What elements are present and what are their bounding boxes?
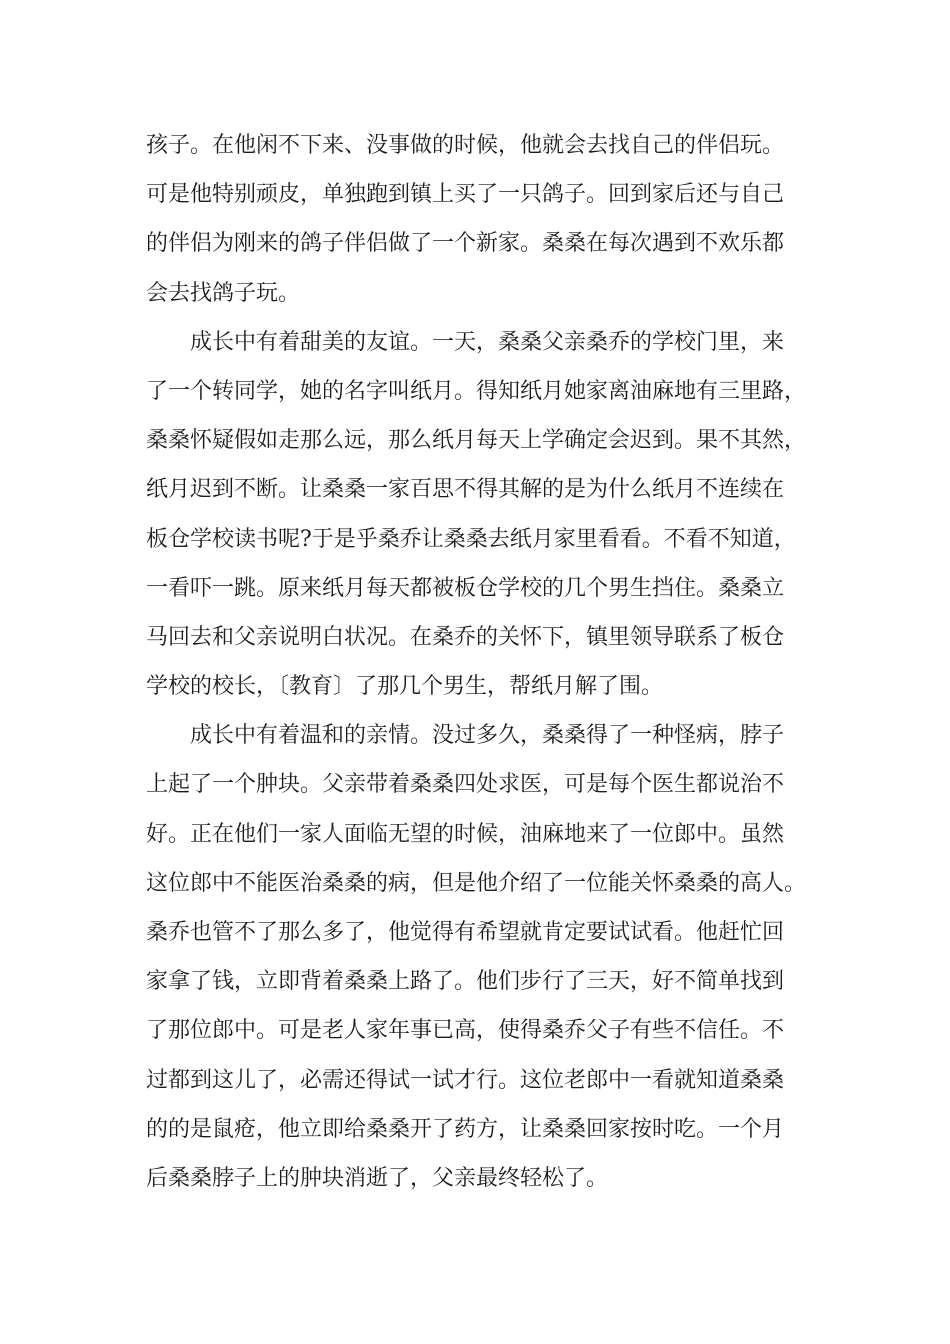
text-line: 马回去和父亲说明白状况。在桑乔的关怀下，镇里领导联系了板仓 (146, 624, 785, 650)
paragraph-2 (146, 325, 826, 719)
text-line: 一看吓一跳。原来纸月每天都被板仓学校的几个男生挡住。桑桑立 (146, 575, 785, 601)
text-line: 学校的校长，〔教育〕了那几个男生，帮纸月解了围。 (146, 674, 664, 700)
text-line: 会去找鸽子玩。 (146, 280, 301, 306)
body-text (146, 128, 826, 1210)
text-line: 板仓学校读书呢?于是乎桑乔让桑桑去纸月家里看看。不看不知道， (146, 526, 796, 552)
text-line: 纸月迟到不断。让桑桑一家百思不得其解的是为什么纸月不连续在 (146, 477, 785, 503)
text-line: 孩子。在他闲不下来、没事做的时候，他就会去找自己的伴侣玩。 (146, 133, 785, 158)
text-line: 了那位郎中。可是老人家年事已高，使得桑乔父子有些不信任。不 (146, 1018, 785, 1044)
text-line: 家拿了钱，立即背着桑桑上路了。他们步行了三天，好不简单找到 (146, 969, 785, 995)
text-line: 桑乔也管不了那么多了，他觉得有希望就肯定要试试看。他赶忙回 (146, 920, 785, 945)
text-line: 桑桑怀疑假如走那么远，那么纸月每天上学确定会迟到。果不其然， (146, 428, 807, 454)
text-line: 上起了一个肿块。父亲带着桑桑四处求医，可是每个医生都说治不 (146, 772, 785, 798)
text-line: 的伴侣为刚来的鸽子伴侣做了一个新家。桑桑在每次遇到不欢乐都 (146, 231, 785, 257)
text-line: 了一个转同学，她的名字叫纸月。得知纸月她家离油麻地有三里路， (146, 378, 807, 404)
text-line: 的的是鼠疮，他立即给桑桑开了药方，让桑桑回家按时吃。一个月 (146, 1116, 785, 1142)
text-line: 成长中有着甜美的友谊。一天，桑桑父亲桑乔的学校门里，来 (190, 329, 785, 355)
text-line: 这位郎中不能医治桑桑的病，但是他介绍了一位能关怀桑桑的高人。 (146, 870, 807, 896)
paragraph-3 (146, 718, 826, 1210)
text-line: 好。正在他们一家人面临无望的时候，油麻地来了一位郎中。虽然 (146, 821, 785, 847)
paragraph-1 (146, 128, 826, 325)
text-line: 后桑桑脖子上的肿块消逝了，父亲最终轻松了。 (146, 1165, 609, 1191)
text-line: 可是他特别顽皮，单独跑到镇上买了一只鸽子。回到家后还与自己 (146, 182, 785, 208)
text-line: 过都到这儿了，必需还得试一试才行。这位老郎中一看就知道桑桑 (146, 1067, 785, 1093)
text-line: 成长中有着温和的亲情。没过多久，桑桑得了一种怪病，脖子 (190, 723, 785, 749)
